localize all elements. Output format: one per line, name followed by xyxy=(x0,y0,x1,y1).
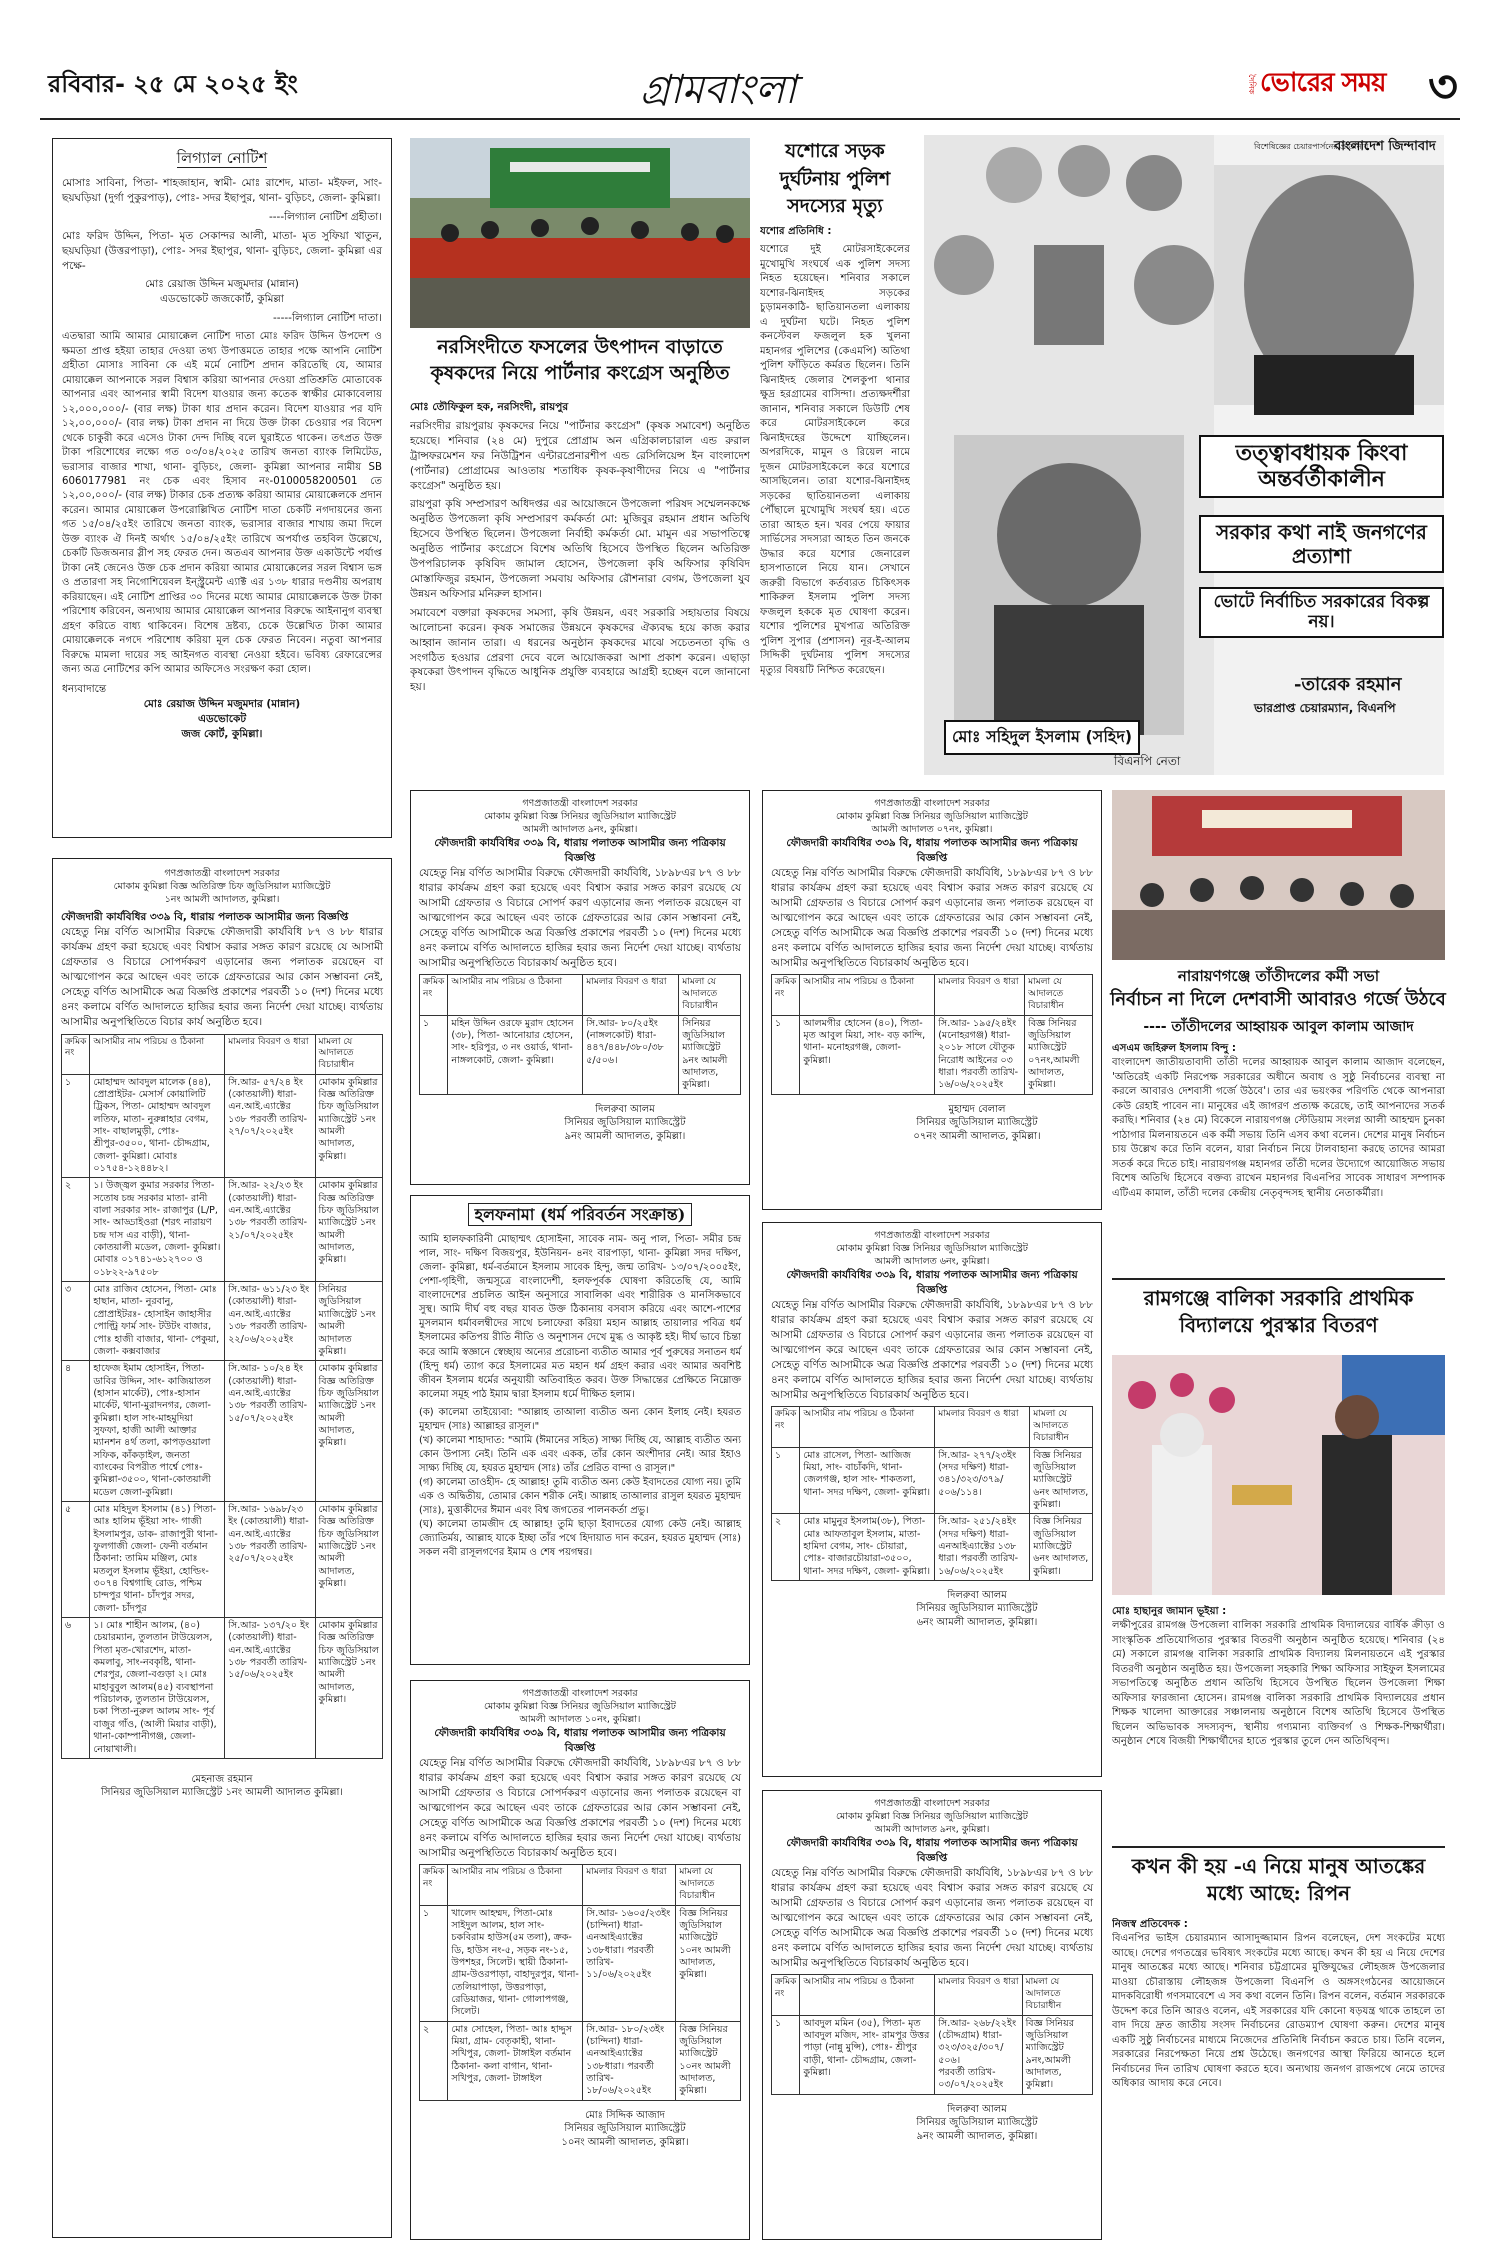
affidavit-kalima: (ক) কালেমা তাইয়্যেবা: "আল্লাহ তাআলা ব্যতীত অন্য কোন ইলাহ নেই। হযরত মুহাম্মদ (সাঃ) আল্লাহর রাসূল।" (খ) কালেমা শাহাদাত: "আমি (ঈমানের সহিত) সাক্ষ্য দিচ্ছি যে, আল্লাহ ব্যতীত অন্য কোন উপাস্য নেই। তিনি এক এবং একক, তাঁর কোন অংশীদার নেই। আর ইহাও সাক্ষ্য দিচ্ছি যে, হযরত মুহাম্মদ (সাঃ) তাঁর প্রেরিত বান্দা ও রাসূল।" (গ) কালেমা তাওহীদ- হে আল্লাহ! তুমি ব্যতীত অন্য কেউ ইবাদতের যোগ্য নয়। তুমি এক ও অদ্বিতীয়, তোমার কোন শরীক নেই। আল্লাহ তাআলার রাসুল হযরত মুহাম্মদ (সাঃ), মুত্তাকীদের ঈমান এবং বিশ্ব জগতের পালনকর্তা প্রভু। (ঘ) কালেমা তামজীদ হে আল্লাহ! তুমি ছাড়া ইবাদতের যোগ্য কেউ নেই। আল্লাহ জ্যোতির্ময়, আল্লাহ যাকে ইচ্ছা তাঁর পথে হিদায়াত দান করেন, হযরত মুহাম্মদ (সাঃ) সকল নবী রাসূলগণের ইমাম ও শেষ পয়গম্বর। xyxy=(419,1406,741,1559)
ripon-article xyxy=(1112,1918,1445,2238)
narayanganj-body: বাংলাদেশ জাতীয়তাবাদী তাঁতী দলের আহ্বায়ক আবুল কালাম আজাদ বলেছেন, 'অতিরেই একটি নিরপেক্ষ সরকারের অধীনে অবাধ ও সুষ্ঠু নির্বাচনের ব্যবস্থা না করলে আবারও দেশবাসী গর্জে উঠবে'। তার এর ভয়ংকর পরিণতি থেকে আপনারা কেউ রেহাই পাবেন না। মানুষের এই জাগরণ প্রত্যক্ষ করেছে, তাই আপনাদের সতর্ক করছি। শনিবার (২৪ মে) বিকেলে নারায়ণগঞ্জ স্টেডিয়াম সংলগ্ন আলী আহম্মদ চুনকা পাঠাগার মিলনায়তনে এক কর্মী সভায় তিনি এসব কথা বলেন। দেশের মানুষ নির্বাচন চায় উল্লেখ করে তিনি বলেন, যারা নির্বাচন নিয়ে টালবাহানা করছে তাদের আমরা সতর্ক করে দিতে চাই। নারায়ণগঞ্জ মহানগর তাঁতী দলের উদ্যোগে আয়োজিত সভায় বিশেষ অতিথি হিসেবে বক্তব্য রাখেন মহানগর বিএনপির সাবেক সাধারণ সম্পাদক এটিএম কামাল, তাঁতী দলের কেন্দ্রীয় নেতৃবৃন্দসহ স্থানীয় নেতাকর্মীরা। xyxy=(1112,1057,1445,1199)
table-header-cell: মামলা যে আদালতে বিচারাধীন xyxy=(1022,1975,1092,2015)
warrant-6-court: মোকাম কুমিল্লা বিজ্ঞ সিনিয়র জুডিসিয়াল ম্যাজিস্ট্রেট xyxy=(836,1811,1028,1823)
table-cell: বিজ্ঞ সিনিয়র জুডিসিয়াল ম্যাজিস্ট্রেট ১০নং আমলী আদালত, কুমিল্লা। xyxy=(676,2021,741,2100)
table-cell: সি.আর- ১০/২৪ ইং (কোতয়ালী) ধারা- এন.আই.এ্যাক্টের ১৩৮ পরবর্তী তারিখ- ১৫/০৭/২০২৫ইং xyxy=(225,1361,315,1502)
legal-notice-sender-label: -----লিগ্যাল নোটিশ দাতা। xyxy=(273,312,382,325)
table-cell: মোঃ মহিদুল ইসলাম (৪১) পিতা- আঃ হালিম ভূঁইয়া সাং- গাজী ইসলামপুর, ডাক- রাজাপুরী থানা- ফুলগাজী জেলা- ফেনী বর্তমান ঠিকানা: তামিম মঞ্জিল, মোঃ মতলুল ইসলাম ভূঁইয়া, হোল্ডিং- ৩০৭৪ বিশ্বগাছি রোড, পশ্চিম চান্দপুর থানা- চাঁদপুর সদর, জেলা- চাঁদপুর xyxy=(90,1501,225,1617)
warrant-4-table xyxy=(771,974,1093,1094)
table-row xyxy=(62,1501,383,1617)
table-header-cell: আসামীর নাম পরিচয় ও ঠিকানা xyxy=(448,1865,583,1905)
warrant-5-gov: গণপ্রজাতন্ত্রী বাংলাদেশ সরকার xyxy=(874,1230,990,1241)
warrant-5-table xyxy=(771,1406,1093,1581)
warrant-3-table xyxy=(419,1864,741,2100)
table-header-cell: মামলা যে আদালতে বিচারাধীন xyxy=(315,1034,382,1074)
table-header-row xyxy=(772,1975,1093,2015)
table-header-cell: ক্রমিক নং xyxy=(62,1034,90,1074)
table-cell: সি.আর- ৫৭/২৪ ইং (কোতয়ালী) ধারা- এন.আই.এ্যাক্টের ১৩৮ পরবর্তী তারিখ- ২৭/০৭/২০২৫ইং xyxy=(225,1074,315,1178)
table-row xyxy=(420,2021,741,2100)
warrant-4-court2: আমলী আদালত ০৭নং, কুমিল্লা। xyxy=(871,824,993,836)
paper-logo-tag: দৈনিক xyxy=(1247,73,1256,95)
campaign-ad-person-name: মোঃ সহিদুল ইসলাম (সহিদ) xyxy=(944,720,1140,755)
farmers-headline: নরসিংদীতে ফসলের উৎপাদন বাড়াতে কৃষকদের নিয়ে পার্টনার কংগ্রেস অনুষ্ঠিত xyxy=(430,336,730,384)
warrant-notice-2 xyxy=(410,790,750,1185)
narayanganj-byline: এসএম জহিরুল ইসলাম বিন্দু : xyxy=(1112,1043,1236,1054)
table-cell: হাফেজ ইমাম হোসাইন, পিতা- ডাবির উদ্দিন, সাং- কাজিয়াতল (হাসান মার্কেট), পোঃ-হাসান মার্কেট, থানা-মুরাদনগর, জেলা-কুমিল্লা। হাল সাং-মাহমুদিয়া সুফফা, হাজী আলী আক্তার ম্যানশন ৪র্থ তলা, কাপড়ওয়ালা সফিক, কাঁকড়াইল, জনতা ব্যাংকের বিপরীত পার্শ্বে পোঃ-কুমিল্লা-৩৫০০, থানা-কোতয়ালী মডেল জেলা-কুমিল্লা। xyxy=(90,1361,225,1502)
table-cell: সি.আর- ২৫১/২৪ইং (সদর দক্ষিণ) ধারা- এনআইএ্যাক্টের ১৩৮ ধারা। পরবর্তী তারিখ- ১৬/০৬/২০২৫ইং xyxy=(935,1514,1030,1581)
table-header-cell: ক্রমিক নং xyxy=(420,975,448,1015)
campaign-ad-line-2: সরকার কথা নাই জনগণের প্রত্যাশা xyxy=(1199,515,1444,573)
ripon-body: বিএনপির ভাইস চেয়ারম্যান আসাদুজ্জামান রিপন বলেছেন, দেশ সংকটের মধ্যে আছে। দেশের গণতন্ত্রের ভবিষ্যৎ সংকটের মধ্যে আছে। কখন কী হয় এ নিয়ে দেশের মানুষ আতঙ্কের মধ্যে আছে। শনিবার চট্টগ্রামের মুক্তিযুদ্ধের লৌহজঙ্গ উপজেলার মাওয়া চৌরাস্তায় লৌহজঙ্গ উপজেলা বিএনপি ও অঙ্গসংগঠনের আয়োজনে মাদকবিরোধী গণসমাবেশে এ সব কথা বলেন তিনি। রিপন বলেন, বর্তমান সরকারকে উদ্দেশ করে তিনি আরও বলেন, এই সরকারের যদি কোনো ষড়যন্ত্র থাকে তাহলে তা বাদ দিয়ে দ্রুত জাতীয় সংসদ নির্বাচনের রোডম্যাপ ঘোষণা করুন। দেশের মানুষ একটি সুষ্ঠু নির্বাচনের মাধ্যমে নিজেদের প্রতিনিধি নির্বাচন করতে চায়। তিনি বলেন, সরকারের নিরপেক্ষতা নিয়ে প্রশ্ন উঠেছে। জনগণের আস্থা ফিরিয়ে আনতে হলে নির্বাচনের দিন তারিখ ঘোষণা করতে হবে। অন্যথায় জনগণ রাজপথে নেমে তাদের অধিকার আদায় করে নেবে। xyxy=(1112,1933,1445,2090)
table-cell: ১। মোঃ শাহীন আলম, (৪০) চেয়ারম্যান, তুলতান টাউয়েলস, পিতা মৃত-খোরশেদ, মাতা-কমলাবু, সাং-নবকৃষ্টি, থানা-শেরপুর, জেলা-বগুড়া ২। মোঃ মাহাবুবুল আলম(৪৫) ব্যবস্থাপনা পরিচালক, তুলতান টাউয়েলস, চকা পিতা-নুরুল আলম সাং- পূর্ব বাজুর গাঁও, (আলী মিয়ার বাড়ী), থানা-কোম্পানীগঞ্জ, জেলা-নোয়াখালী। xyxy=(90,1618,225,1759)
warrant-notice-1 xyxy=(52,858,392,2238)
table-row xyxy=(420,1905,741,2021)
warrant-4-gov: গণপ্রজাতন্ত্রী বাংলাদেশ সরকার xyxy=(874,798,990,809)
table-cell: সি.আর- ৬১১/২৩ ইং (কোতয়ালী) ধারা- এন.আই.এ্যাক্টের ১৩৮ পরবর্তী তারিখ- ২২/০৬/২০২৫ইং xyxy=(225,1282,315,1361)
table-cell: সি.আর- ৮০/২৫ইং (নাঙ্গলকোট) ধারা- ৪৪৭/৪৪৮/৩৮০/৩৮ ৫/৫০৬। xyxy=(583,1015,679,1094)
farmers-body-3: সমাবেশে বক্তারা কৃষকদের সমস্যা, কৃষি উন্নয়ন, এবং সরকারি সহায়তার বিষয়ে আলোচনা করেন। কৃষক সমাজের উন্নয়নে কৃষকদের ঐক্যবদ্ধ হয়ে কাজ করার আহ্বান জানান তারা। এ ধরনের অনুষ্ঠান কৃষকদের মাঝে সচেতনতা বৃদ্ধি ও সংগঠিত হওয়ার প্রেরণা দেবে বলে আয়োজকরা আশা প্রকাশ করেন। এছাড়া কৃষকেরা উৎপাদন বৃদ্ধিতে আধুনিক প্রযুক্তি ব্যবহারে আগ্রহী হচ্ছেন বলে জানানো হয়। xyxy=(410,606,750,694)
table-row xyxy=(62,1361,383,1502)
warrant-2-body: যেহেতু নিম্ন বর্ণিত আসামীর বিরুদ্ধে ফৌজদারী কার্যবিধি, ১৮৯৮এর ৮৭ ও ৮৮ ধারার কার্যক্রম গ্রহণ করা হয়েছে এবং বিশ্বাস করার সঙ্গত কারণ রয়েছে যে আসামী গ্রেফতার ও বিচারে সোপর্দ করণ এড়ানোর জন্য পলাতক রয়েছেন বা আত্মগোপন করে আছেন এবং তাকে গ্রেফতারের আর কোন সম্ভাবনা নেই, সেহেতু বর্ণিত আসামীকে অত্র বিজ্ঞপ্তি প্রকাশের পরবর্তী ১০ (দশ) দিনের মধ্যে ৪নং কলামে বর্ণিত আদালতে হাজির হবার জন্য নির্দেশ দেয়া যাচ্ছে। ব্যর্থতায় আসামীর অনুপস্থিতিতে বিচারকার্য অনুষ্ঠিত হবে। xyxy=(419,867,741,969)
school-headline: রামগঞ্জে বালিকা সরকারি প্রাথমিক বিদ্যালয়ে পুরস্কার বিতরণ xyxy=(1143,1286,1414,1337)
warrant-3-signature: মোঃ সিদ্দিক আজাদ সিনিয়র জুডিসিয়াল ম্যাজিস্ট্রেট ১০নং আমলী আদালত, কুমিল্লা। xyxy=(561,2109,689,2148)
table-header-row xyxy=(420,975,741,1015)
table-header-cell: মামলা যে আদালতে বিচারাধীন xyxy=(1030,1407,1093,1447)
affidavit xyxy=(410,1195,750,1665)
table-header-cell: ক্রমিক নং xyxy=(772,1975,800,2015)
table-row xyxy=(62,1618,383,1759)
table-row xyxy=(772,2015,1093,2094)
warrant-notice-4 xyxy=(762,790,1102,1210)
campaign-ad-line-1: তত্ত্বাবধায়ক কিংবা অন্তর্বর্তীকালীন xyxy=(1199,435,1444,498)
table-cell: আলমগীর হোসেন (৪০), পিতা- মৃত আবুল মিয়া, সাং- বড় কান্দি, থানা- মনোহরগঞ্জ, জেলা- কুমিল্লা। xyxy=(800,1015,935,1094)
table-cell: ৩ xyxy=(62,1282,90,1361)
table-row xyxy=(772,1015,1093,1094)
legal-notice xyxy=(52,138,392,838)
table-row xyxy=(62,1282,383,1361)
warrant-1-gov: গণপ্রজাতন্ত্রী বাংলাদেশ সরকার xyxy=(164,868,280,879)
warrant-1-heading: ফৌজদারী কার্যবিধির ৩৩৯ বি, ধারায় পলাতক আসামীর জন্য বিজ্ঞপ্তি xyxy=(61,911,349,924)
table-cell: বিজ্ঞ সিনিয়র জুডিসিয়াল ম্যাজিস্ট্রেট ৬নং আদালত, কুমিল্লা। xyxy=(1030,1514,1093,1581)
table-cell: ২ xyxy=(772,1514,800,1581)
table-cell: ৫ xyxy=(62,1501,90,1617)
table-cell: ৪ xyxy=(62,1361,90,1502)
campaign-ad xyxy=(924,135,1444,775)
warrant-5-body: যেহেতু নিম্ন বর্ণিত আসামীর বিরুদ্ধে ফৌজদারী কার্যবিধি, ১৮৯৮এর ৮৭ ও ৮৮ ধারার কার্যক্রম গ্রহণ করা হয়েছে এবং বিশ্বাস করার সঙ্গত কারণ রয়েছে যে আসামী গ্রেফতার ও বিচারে সোপর্দ করণ এড়ানোর জন্য পলাতক রয়েছেন বা আত্মগোপন করে আছেন এবং তাকে গ্রেফতারের আর কোন সম্ভাবনা নেই, সেহেতু বর্ণিত আসামীকে অত্র বিজ্ঞপ্তি প্রকাশের পরবর্তী ১০ (দশ) দিনের মধ্যে ৪নং কলামে বর্ণিত আদালতে হাজির হবার জন্য নির্দেশ দেয়া যাচ্ছে। ব্যর্থতায় আসামীর অনুপস্থিতিতে বিচারকার্য অনুষ্ঠিত হবে। xyxy=(771,1299,1093,1401)
table-header-cell: মামলার বিবরণ ও ধারা xyxy=(225,1034,315,1074)
warrant-2-gov: গণপ্রজাতন্ত্রী বাংলাদেশ সরকার xyxy=(522,798,638,809)
table-header-cell: মামলা যে আদালতে বিচারাধীন xyxy=(679,975,741,1015)
table-header-cell: ক্রমিক নং xyxy=(772,1407,800,1447)
warrant-4-court: মোকাম কুমিল্লা বিজ্ঞ সিনিয়র জুডিসিয়াল ম্যাজিস্ট্রেট xyxy=(836,811,1028,823)
police-byline: যশোর প্রতিনিধি : xyxy=(760,226,832,237)
farmers-article xyxy=(410,400,750,770)
section-title: গ্রামবাংলা xyxy=(640,67,797,113)
table-cell: সিনিয়র জুডিসিয়াল ম্যাজিস্ট্রেট ৯নং আমলী আদালত, কুমিল্লা। xyxy=(679,1015,741,1094)
warrant-2-court: মোকাম কুমিল্লা বিজ্ঞ সিনিয়র জুডিসিয়াল ম্যাজিস্ট্রেট xyxy=(484,811,676,823)
table-cell: সি.আর- ১৩৭/২০ ইং (কোতয়ালী) ধারা- এন.আই.এ্যাক্টের ১৩৮ পরবর্তী তারিখ- ১৫/০৬/২০২৫ইং xyxy=(225,1618,315,1759)
narayanganj-kicker: নারায়ণগঞ্জে তাঁতীদলের কর্মী সভা xyxy=(1177,967,1380,985)
table-header-row xyxy=(420,1865,741,1905)
table-cell: সি.আর- ১৮০/২৩ইং (চান্দিনা) ধারা- এনআইএ্যাক্টের ১৩৮ধারা। পরবর্তী তারিখ- ১৮/০৬/২০২৫ইং xyxy=(583,2021,676,2100)
farmers-congress-illustration xyxy=(410,138,750,328)
table-cell: মোকাম কুমিল্লার বিজ্ঞ অতিরিক্ত চিফ জুডিসিয়াল ম্যাজিস্ট্রেট ১নং আমলী আদালত, কুমিল্লা। xyxy=(315,1618,382,1759)
campaign-ad-quote-role: ভারপ্রাপ্ত চেয়ারম্যান, বিএনপি xyxy=(1254,701,1396,715)
warrant-2-court2: আমলী আদালত ৯নং, কুমিল্লা। xyxy=(522,824,638,836)
table-header-cell: মামলার বিবরণ ও ধারা xyxy=(583,1865,676,1905)
warrant-3-gov: গণপ্রজাতন্ত্রী বাংলাদেশ সরকার xyxy=(522,1688,638,1699)
table-header-cell: মামলার বিবরণ ও ধারা xyxy=(583,975,679,1015)
table-row xyxy=(772,1514,1093,1581)
police-headline: যশোরে সড়ক দুর্ঘটনায় পুলিশ সদস্যের মৃত্যু xyxy=(779,140,891,218)
table-header-cell: আসামীর নাম পরিচয় ও ঠিকানা xyxy=(448,975,583,1015)
table-header-cell: মামলা যে আদালতে বিচারাধীন xyxy=(1025,975,1093,1015)
header-rule xyxy=(40,118,1460,120)
table-cell: ১ xyxy=(420,1015,448,1094)
school-body: লক্ষীপুরের রামগঞ্জ উপজেলা বালিকা সরকারি প্রাথমিক বিদ্যালয়ের বার্ষিক ক্রীড়া ও সাংস্কৃতিক প্রতিযোগিতার পুরস্কার বিতরণী অনুষ্ঠান অনুষ্ঠিত হয়েছে। শনিবার (২৪ মে) সকালে রামগঞ্জ বালিকা সরকারি প্রাথমিক বিদ্যালয় মিলনায়তনে এই পুরস্কার বিতরণী অনুষ্ঠান অনুষ্ঠিত হয়। উপজেলা সহকারি শিক্ষা অফিসার সাইফুল ইসলামের সভাপতিত্বে অনুষ্ঠিত প্রধান অতিথি হিসেবে উপস্থিত ছিলেন উপজেলা শিক্ষা অফিসার ফারজানা হোসেন। রামগঞ্জ বালিকা সরকারি প্রাথমিক বিদ্যালয়ের প্রধান শিক্ষক খালেদা আক্তারের সঞ্চালনায় অনুষ্ঠানে বিশেষ অতিথি হিসেবে উপস্থিত ছিলেন অভিভাবক সদস্যবৃন্দ, স্থানীয় গণ্যমান্য ব্যক্তিবর্গ ও শিক্ষক-শিক্ষার্থীরা। অনুষ্ঠান শেষে বিজয়ী শিক্ষার্থীদের হাতে পুরস্কার তুলে দেন অতিথিবৃন্দ। xyxy=(1112,1620,1445,1748)
table-header-row xyxy=(772,1407,1093,1447)
table-header-cell: মামলা যে আদালতে বিচারাধীন xyxy=(676,1865,741,1905)
ripon-byline: নিজস্ব প্রতিবেদক : xyxy=(1112,1919,1188,1930)
table-header-cell: আসামীর নাম পরিচয় ও ঠিকানা xyxy=(800,1407,935,1447)
school-rule xyxy=(1112,1278,1445,1280)
table-cell: ২ xyxy=(62,1178,90,1282)
warrant-notice-5 xyxy=(762,1222,1102,1777)
table-cell: বিজ্ঞ সিনিয়র জুডিসিয়াল ম্যাজিস্ট্রেট ১০নং আমলী আদালত, কুমিল্লা। xyxy=(676,1905,741,2021)
warrant-3-heading: ফৌজদারী কার্যবিধির ৩৩৯ বি, ধারায় পলাতক আসামীর জন্য পত্রিকায় বিজ্ঞপ্তি xyxy=(434,1727,726,1755)
table-header-row xyxy=(62,1034,383,1074)
table-cell: মোঃ মামুনুর ইসলাম(৩৮), পিতা- মোঃ আফতাবুল ইসলাম, মাতা- হামিদা বেগম, সাং- চৌয়ারা, পোঃ- বাজারচৌয়ারা-৩৫০০, থানা- সদর দক্ষিণ, জেলা- কুমিল্লা। xyxy=(800,1514,935,1581)
warrant-6-heading: ফৌজদারী কার্যবিধির ৩৩৯ বি, ধারায় পলাতক আসামীর জন্য পত্রিকায় বিজ্ঞপ্তি xyxy=(786,1837,1078,1865)
table-cell: ১ xyxy=(772,1015,800,1094)
legal-notice-from: মোঃ ফরিদ উদ্দিন, পিতা- মৃত সেকান্দর আলী, মাতা- মৃত সুফিয়া খাতুন, ছয়ঘড়িয়া (উত্তরপাড়া), পোঃ- সদর ইছাপুর, থানা- বুড়িচং, জেলা- কুমিল্লা এর পক্ষে- xyxy=(62,229,382,272)
narayanganj-subhead: ---- তাঁতীদলের আহ্বায়ক আবুল কালাম আজাদ xyxy=(1143,1019,1414,1035)
table-cell: বিজ্ঞ সিনিয়র জুডিসিয়াল ম্যাজিস্ট্রেট ০৭নং,আমলী আদালত, কুমিল্লা। xyxy=(1025,1015,1093,1094)
warrant-5-court2: আমলী আদালত ৬নং, কুমিল্লা। xyxy=(874,1256,990,1268)
narayanganj-headline: নির্বাচন না দিলে দেশবাসী আবারও গর্জে উঠবে xyxy=(1110,989,1446,1010)
warrant-3-body: যেহেতু নিম্ন বর্ণিত আসামীর বিরুদ্ধে ফৌজদারী কার্যবিধি, ১৮৯৮এর ৮৭ ও ৮৮ ধারার কার্যক্রম গ্রহণ করা হয়েছে এবং বিশ্বাস করার সঙ্গত কারণ রয়েছে যে আসামী গ্রেফতার ও বিচারে সোপর্দকরণ এড়ানোর জন্য পলাতক রয়েছেন বা আত্মগোপন করে আছেন এবং তাকে গ্রেফতারের আর কোন সম্ভাবনা নেই, সেহেতু বর্ণিত আসামীকে অত্র বিজ্ঞপ্তি প্রকাশের পরবর্তী ১০ (দশ) দিনের মধ্যে ৪নং কলামে বর্ণিত আদালতে হাজির হবার জন্য নির্দেশ দেয়া যাচ্ছে। ব্যর্থতায় আসামীর অনুপস্থিতিতে বিচারকার্য অনুষ্ঠিত হবে। xyxy=(419,1757,741,1859)
legal-notice-to: মোসাঃ সাবিনা, পিতা- শাহজাহান, স্বামী- মোঃ রাশেদ, মাতা- মইফল, সাং- ছয়ঘড়িয়া (দুর্গা পুকুরপাড়), পোঃ- সদর ইছাপুর, থানা- বুড়িচং, জেলা- কুমিল্লা। xyxy=(62,177,382,204)
table-cell: মোকাম কুমিল্লার বিজ্ঞ অতিরিক্ত চিফ জুডিসিয়াল ম্যাজিস্ট্রেট ১নং আমলী আদালত, কুমিল্লা। xyxy=(315,1074,382,1178)
table-cell: মোহাম্মদ আবদুল মালেক (৪৪), প্রোপ্রাইটর- মেসার্স কোয়ালিটি ট্রিকস, পিতা- মোহাম্মদ আবদুল লতিফ, মাতা- নুরুন্নাহার বেগম, সাং- বাছালমুড়ী, পোঃ- শ্রীপুর-৩৫০০, থানা- চৌদ্দগ্রাম, জেলা- কুমিল্লা। মোবাঃ ০১৭৫৪-১২৪৪৮২। xyxy=(90,1074,225,1178)
campaign-ad-top-tag: বিশেষিজ্ঞের চেয়ারপার্সনের প্রতিনিধি xyxy=(1254,142,1369,151)
table-header-cell: ক্রমিক নং xyxy=(772,975,800,1015)
warrant-notice-3 xyxy=(410,1680,750,2240)
table-cell: ১ xyxy=(62,1074,90,1178)
legal-notice-title: লিগ্যাল নোটিশ xyxy=(176,149,268,167)
campaign-ad-person-role: বিএনপি নেতা xyxy=(1114,754,1181,768)
table-row xyxy=(62,1178,383,1282)
warrant-1-court2: ১নং আমলী আদালত, কুমিল্লা। xyxy=(164,894,280,906)
warrant-6-court2: আমলী আদালত ৯নং, কুমিল্লা। xyxy=(874,1824,990,1836)
affidavit-body: আমি হালফকারিনী মোছাম্মৎ হোসাইনা, সাবেক নাম- অনু পাল, পিতা- সমীর চন্দ্র পাল, সাং- দক্ষিণ বিজয়পুর, ইউনিয়ন- ৪নং বারপাড়া, থানা- কুমিল্লা সদর দক্ষিণ, জেলা- কুমিল্লা, ধর্ম-বর্তমানে ইসলাম সাবেক হিন্দু, জন্ম তারিখ- ১৩/০৭/২০০৫ইং, পেশা-গৃহিণী, জন্মসূত্রে বাংলাদেশী, হলফপূর্বক ঘোষণা করিতেছি যে, আমি বাংলাদেশের প্রচলিত আইন অনুসারে সাবালিকা এবং শারীরিক ও মানসিকভাবে সুস্থ। আমি দীর্ঘ বহু বছর যাবত উক্ত ঠিকানায় বসবাস করিয়ে এবং আশে-পাশের মুসলমান ধর্মাবলম্বীদের সাথে চলাফেরা করিয়া মহান আল্লাহ তায়ালার পবিত্র ধর্ম ইসলামের কতিপয় রীতি নীতি ও অনুশাসন দেখে মুগ্ধ ও আকৃষ্ট হই। দীর্ঘ ভাবে চিন্তা করে আমি স্বজ্ঞানে স্বেচ্ছায় অন্যের প্ররোচনা ব্যতীত আমার পূর্ব পুরুষের সনাতন ধর্ম (হিন্দু ধর্ম) ত্যাগ করে ইসলামের মত মহান ধর্ম গ্রহণ করার এবং আমার অবশিষ্ট জীবন ইসলাম ধর্মের অনুযায়ী অতিবাহিত করব। উক্ত সিদ্ধান্তের প্রেক্ষিতে নিম্নোক্ত কালেমা সমূহ পাঠ ইমাম দ্বারা ইসলাম ধর্মে দীক্ষিত হলাম। xyxy=(419,1234,741,1400)
table-cell: ১ xyxy=(772,1447,800,1514)
table-cell: ১ xyxy=(420,1905,448,2021)
ripon-headline: কখন কী হয় -এ নিয়ে মানুষ আতঙ্কের মধ্যে আছে: রিপন xyxy=(1131,1854,1426,1905)
table-cell: আবদুল মমিন (৩৫), পিতা- মৃত আবদুল মজিদ, সাং- রামপুর উত্তর পাড়া (নান্নু মুন্সি), পোঃ- শ্রীপুর বাড়ী, থানা- চৌদ্দগ্রাম, জেলা- কুমিল্লা। xyxy=(800,2015,935,2094)
school-byline: মোঃ হাছানুর জামান ভূইয়া : xyxy=(1112,1606,1227,1617)
affidavit-title: হলফনামা (ধর্ম পরিবর্তন সংক্রান্ত) xyxy=(468,1203,693,1226)
warrant-2-heading: ফৌজদারী কার্যবিধির ৩৩৯ বি, ধারায় পলাতক আসামীর জন্য পত্রিকায় বিজ্ঞপ্তি xyxy=(434,837,726,865)
warrant-3-court: মোকাম কুমিল্লা বিজ্ঞ সিনিয়র জুডিসিয়াল ম্যাজিস্ট্রেট xyxy=(484,1701,676,1713)
table-cell: সি.আর- ১৬৯৮/২৩ ইং (কোতয়ালী) ধারা- এন.আই.এ্যাক্টের ১৩৮ পরবর্তী তারিখ- ২৫/০৭/২০২৫ইং xyxy=(225,1501,315,1617)
table-cell: বিজ্ঞ সিনিয়র জুডিসিয়াল ম্যাজিস্ট্রেট ৯নং,আমলী আদালত, কুমিল্লা। xyxy=(1022,2015,1092,2094)
farmers-body-2: রায়পুরা কৃষি সম্প্রসারণ অধিদপ্তর এর আয়োজনে উপজেলা পরিষদ সম্মেলনকক্ষে অনুষ্ঠিত উপজেলা কৃষি সম্প্রসারণ কর্মকর্তা মো: মুজিবুর রহমান প্রধান অতিথি হিসেবে উপস্থিত ছিলেন। উপজেলা নির্বাহী কর্মকর্তা মো. মামুন এর সভাপতিত্বে অনুষ্ঠিত পার্টনার কংগ্রেসে বিশেষ অতিথি হিসেবে উপস্থিত ছিলেন অতিরিক্ত উপপরিচালক কৃষিবিদ জামাল হোসেন, উপজেলা কৃষি অফিসার কৃষিবিদ মোস্তাফিজুর রহমান, উপজেলা সমবায় অফিসার রৌশনারা বেগম, উপজেলা যুব উন্নয়ন অফিসার মনিরুল হাসান। xyxy=(410,498,750,600)
warrant-1-table xyxy=(61,1034,383,1759)
warrant-4-heading: ফৌজদারী কার্যবিধির ৩৩৯ বি, ধারায় পলাতক আসামীর জন্য পত্রিকায় বিজ্ঞপ্তি xyxy=(786,837,1078,865)
table-row xyxy=(62,1074,383,1178)
warrant-1-court: মোকাম কুমিল্লা বিজ্ঞ অতিরিক্ত চিফ জুডিসিয়াল ম্যাজিস্ট্রেট xyxy=(113,881,331,893)
table-row xyxy=(420,1015,741,1094)
warrant-1-body: যেহেতু নিম্ন বর্ণিত আসামীর বিরুদ্ধে ফৌজদারী কার্যবিধি ৮৭ ও ৮৮ ধারার কার্যক্রম গ্রহণ করা হয়েছে এবং বিশ্বাস করার সঙ্গত কারণ রয়েছে যে আসামী গ্রেফতার ও বিচারে সোপর্দকরণ এড়ানোর জন্য পলাতক রয়েছেন বা আত্মগোপন করে আছেন এবং তাকে গ্রেফতারের আর কোন সম্ভাবনা নেই, সেহেতু বর্ণিত আসামীকে অত্র বিজ্ঞপ্তি প্রকাশের পরবর্তী ১০ (দশ) দিনের মধ্যে ৪নং কলামে বর্ণিত আদালতে হাজির হবার জন্য নির্দেশ দেয়া যাচ্ছে। ব্যর্থতায় আসামীর অনুপস্থিতিতে বিচার কার্য অনুষ্ঠিত হবে। xyxy=(61,926,383,1028)
narayanganj-article xyxy=(1112,1042,1445,1272)
warrant-6-table xyxy=(771,1974,1093,2094)
legal-notice-body: এতদ্বারা আমি আমার মোয়াক্কেল নোটিশ দাতা মোঃ ফরিদ উদ্দিন উপদেশ ও ক্ষমতা প্রাপ্ত হইয়া তাহার দেওয়া তথ্য উপাত্তমতে তাহার পক্ষে আপনি নোটিশ গ্রহীতা মোসাঃ সাবিনা কে এই মর্মে নোটিশ প্রদান করিতেছি যে, আমার মোয়াক্কেল আপনাকে সরল বিশ্বাস করিয়া আপনার দেওয়া প্রতিশ্রুতি মোতাবেক আপনার এবং আপনার স্বামী বিদেশ যাওয়ার জন্য কতেক স্বাক্ষীর মোকাবেলায় ১২,০০০,০০০/- (বার লক্ষ) টাকা ধার প্রদান করেন। বিদেশ যাওয়ার পর যদি ১২,০০,০০০/- (বার লক্ষ) টাকা প্রদান না দিয়ে উক্ত টাকা চেওয়ার পর বিদেশ থেকে চাকুরী করে এসেও টাকা দেন্দ দিচ্ছি বলে ঘুরাইতে থাকেন। তৎপ্রত উক্ত টাকা পরিশোধের লক্ষ্যে গত ০৩/০৪/২০২৫ তারিখ জনতা ব্যাংক লিমিটেড, ভরাসার বাজার শাখা, থানা- বুড়িচং, জেলা- কুমিল্লা আপনার নামীয় SB 6060177981 নং চেক এবং হিসাব নং-0100058200501 তে ১২,০০,০০০/- (বার লক্ষ) টাকার চেক প্রত্যক্ষ করিয়া আমার মোয়াক্কেলকে প্রদান করেন। আমার মোয়াক্কেল উপরোল্লিখিত নোটিশ দাতা চেকটি নগদায়নের জন্য গত ১৫/০৪/২৫ইং তারিখে জনতা ব্যাংক, ভরাসার বাজার শাখায় জমা দিলে উক্ত ব্যাংক ঐ দিনই অর্থাৎ ১৫/০৪/২৫ইং তারিখে অপর্যাপ্ত তহবিল উল্লেখে, চেকটি ডিজঅনার স্লীপ সহ ফেরত দেন। অতএব আপনার উক্ত একাউন্টে পর্যাপ্ত টাকা নেই জেনেও উক্ত চেক প্রদান করিয়া আমার মোয়াক্কেলের সরল বিশ্বাস ভঙ্গ ও প্রতারণা সহ নিগোশিয়েবল ইন্স্ট্রুমেন্ট এ্যাক্ট এর ১৩৮ ধারার দণ্ডনীয় অপরাধ করিয়াছেন। এই নোটিশ প্রাপ্তির ৩০ দিনের মধ্যে আমার মোয়াক্কেলকে উক্ত টাকা পরিশোধ করিবেন, অন্যথায় আমার মোয়াক্কেল আপনার বিরুদ্ধে আইনানুগ ব্যবস্থা গ্রহণ করিতে বাধ্য থাকিবেন। বিশেষ দ্রষ্টব্য, চেকে উল্লেখিত টাকা আমার মোয়াক্কেলকে নগদে পরিশোধ করিয়া মূল চেক ফেরত নিবেন। নতুবা আপনার বিরুদ্ধে মামলা দায়ের সহ আইনগত ব্যবস্থা নেওয়া হইবে। ভবিষ্য রেফারেন্সের জন্য অত্র নোটিশের কপি আমার অফিসেও সংরক্ষণ করা হোল। xyxy=(62,331,382,676)
farmers-congress-photo xyxy=(410,138,750,328)
table-header-cell: আসামীর নাম পরিচয় ও ঠিকানা xyxy=(800,1975,935,2015)
legal-notice-advocate: মোঃ রেয়াজ উদ্দিন মজুমদার (মান্নান) এডভোকেট জজকোর্ট, কুমিল্লা xyxy=(145,278,299,306)
warrant-3-court2: আমলী আদালত ১০নং, কুমিল্লা। xyxy=(519,1714,641,1726)
narayanganj-photo xyxy=(1112,790,1445,960)
warrant-5-signature: দিলরুবা আলম সিনিয়র জুডিসিয়াল ম্যাজিস্ট্রেট ৬নং আমলী আদালত, কুমিল্লা। xyxy=(916,1589,1038,1628)
table-header-cell: মামলার বিবরণ ও ধারা xyxy=(935,975,1025,1015)
legal-notice-signature: মোঃ রেয়াজ উদ্দিন মজুমদার (মান্নান) এডভোকেট জজ কোর্ট, কুমিল্লা। xyxy=(143,697,301,740)
campaign-ad-quote-by: -তারেক রহমান xyxy=(1294,674,1402,695)
warrant-6-signature: দিলরুবা আলম সিনিয়র জুডিসিয়াল ম্যাজিস্ট্রেট ৯নং আমলী আদালত, কুমিল্লা। xyxy=(916,2103,1038,2142)
table-cell: সি.আর- ১৬০৫/২৩ইং (চান্দিনা) ধারা- এনআইএ্যাক্টের ১৩৮ধারা। পরবর্তী তারিখ- ১১/০৬/২০২৫ইং xyxy=(583,1905,676,2021)
table-cell: মোকাম কুমিল্লার বিজ্ঞ অতিরিক্ত চিফ জুডিসিয়াল ম্যাজিস্ট্রেট ১নং আমলী আদালত, কুমিল্লা। xyxy=(315,1178,382,1282)
school-article xyxy=(1112,1605,1445,1840)
school-photo xyxy=(1112,1355,1445,1595)
table-cell: মোকাম কুমিল্লার বিজ্ঞ অতিরিক্ত চিফ জুডিসিয়াল ম্যাজিস্ট্রেট ১নং আমলী আদালত, কুমিল্লা। xyxy=(315,1361,382,1502)
table-row xyxy=(772,1447,1093,1514)
table-header-cell: মামলার বিবরণ ও ধারা xyxy=(935,1975,1022,2015)
table-cell: সি.আর- ২২/২৩ ইং (কোতয়ালী) ধারা- এন.আই.এ্যাক্টের ১৩৮ পরবর্তী তারিখ- ২১/০৭/২০২৫ইং xyxy=(225,1178,315,1282)
warrant-4-body: যেহেতু নিম্ন বর্ণিত আসামীর বিরুদ্ধে ফৌজদারী কার্যবিধি, ১৮৯৮এর ৮৭ ও ৮৮ ধারার কার্যক্রম গ্রহণ করা হয়েছে এবং বিশ্বাস করার সঙ্গত কারণ রয়েছে যে আসামী গ্রেফতার ও বিচারে সোপর্দ করণ এড়ানোর জন্য পলাতক রয়েছেন বা আত্মগোপন করে আছেন এবং তাকে গ্রেফতারের আর কোন সম্ভাবনা নেই, সেহেতু বর্ণিত আসামীকে অত্র বিজ্ঞপ্তি প্রকাশের পরবর্তী ১০ (দশ) দিনের মধ্যে ৪নং কলামে বর্ণিত আদালতে হাজির হবার জন্য নির্দেশ দেয়া যাচ্ছে। ব্যর্থতায় আসামীর অনুপস্থিতিতে বিচারকার্য অনুষ্ঠিত হবে। xyxy=(771,867,1093,969)
table-cell: খালেদ আহম্মদ, পিতা-মোঃ সাইদুল আলম, হাল সাং- চকবিরাম হাউস(৫ম তলা), ক্রক-ডি, হাউস নং-৫, সড়ক নং-১৫, উপশহর, সিলেট। স্থায়ী ঠিকানা- গ্রাম-উওরপাড়া, বাহাদুরপুর, থানা- তেলিয়াপাড়া, উত্তরপাড়া, রেডিয়াজর, থানা- গোলাপগঞ্জ, সিলেট। xyxy=(448,1905,583,2021)
table-cell: মোঃ রাজিব হোসেন, পিতা- মোঃ হাছান, মাতা- নুরবানু, প্রোপ্রাইটরঃ- হোসাইন জাহাসীর পোল্ট্রি ফার্ম সাং- টউটং বাজার, পোঃ হাজী বাজার, থানা- পেকুয়া, জেলা- কক্সবাজার xyxy=(90,1282,225,1361)
table-cell: সি.আর- ২৬৮/২২ইং (চৌদ্দগ্রাম) ধারা- ৩২৩/৩২৫/৩০৭/ ৫০৬। পরবর্তী তারিখ- ০৩/০৭/২০২৫ইং xyxy=(935,2015,1022,2094)
paper-logo xyxy=(1245,60,1430,108)
police-article xyxy=(760,225,910,775)
farmers-byline: মোঃ তৌফিকুল হক, নরসিংদী, রায়পুর xyxy=(410,401,569,413)
table-cell: মোকাম কুমিল্লার বিজ্ঞ অতিরিক্ত চিফ জুডিসিয়াল ম্যাজিস্ট্রেট ১নং আমলী আদালত, কুমিল্লা। xyxy=(315,1501,382,1617)
table-header-cell: আসামীর নাম পরিচয় ও ঠিকানা xyxy=(800,975,935,1015)
paper-logo-name: ভোরের সময় xyxy=(1260,68,1386,98)
table-cell: সিনিয়র জুডিসিয়াল ম্যাজিস্ট্রেট ১নং আমলী আদালত কুমিল্লা। xyxy=(315,1282,382,1361)
table-cell: ১ xyxy=(772,2015,800,2094)
table-header-cell: আসামীর নাম পরিচয় ও ঠিকানা xyxy=(90,1034,225,1074)
ripon-rule xyxy=(1112,1846,1445,1848)
warrant-notice-6 xyxy=(762,1790,1102,2240)
campaign-ad-line-3: ভোটে নির্বাচিত সরকারের বিকল্প নয়। xyxy=(1199,587,1444,638)
farmers-body-1: নরসিংদীর রায়পুরায় কৃষকদের নিয়ে "পার্টনার কংগ্রেস" (কৃষক সমাবেশ) অনুষ্ঠিত হয়েছে। শনিবার (২৪ মে) দুপুরে প্রোগ্রাম অন এগ্রিকালচারাল এন্ড রুরাল ট্রান্সফরমেশন ফর নিউট্রিশন এন্টারপ্রেনারশীপ এন্ড রেসিলিয়েন্স ইন বাংলাদেশ (পার্টনার) প্রোগ্রামের আওতায় শতাধিক কৃষক-কৃষাণীদের নিয়ে এ "পার্টনার কংগ্রেস" অনুষ্ঠিত হয়। xyxy=(410,419,750,492)
table-header-cell: মামলার বিবরণ ও ধারা xyxy=(935,1407,1030,1447)
campaign-ad-slogan: বাংলাদেশ জিন্দাবাদ xyxy=(1334,139,1436,154)
warrant-2-table xyxy=(419,974,741,1094)
table-cell: ২ xyxy=(420,2021,448,2100)
warrant-5-court: মোকাম কুমিল্লা বিজ্ঞ সিনিয়র জুডিসিয়াল ম্যাজিস্ট্রেট xyxy=(836,1243,1028,1255)
table-header-row xyxy=(772,975,1093,1015)
table-cell: মহিন উদ্দিন ওরফে মুরাদ হোসেন (৩৮), পিতা- আনোয়ার হোসেন, সাং- হরিপুর, ৩ নং ওয়ার্ড, থানা- নাঙ্গলকোট, জেলা- কুমিল্লা। xyxy=(448,1015,583,1094)
table-cell: ১। উজ্জ্বল কুমার সরকার পিতা- সতোষ চন্দ্র সরকার মাতা- রানী বালা সরকার সাং- রাজাপুর (L/P, সাং- আড্ডাইওরা (শরৎ নারায়ণ চন্দ্র দাস এর বাড়ী), থানা- কোতয়ালী মডেল, জেলা- কুমিল্লা। মোবাঃ ০১৭৪১-৬১২৭০০ ও ০১৮২২-৯৭৫০৮ xyxy=(90,1178,225,1282)
table-cell: মোঃ রাসেল, পিতা- আজিজ মিয়া, সাং- বাচাঁকদি, থানা- জেলগঞ্জ, হাল সাং- শাকতলা, থানা- সদর দক্ষিণ, জেলা- কুমিল্লা। xyxy=(800,1447,935,1514)
police-body: যশোরে দুই মোটরসাইকেলের মুখোমুখি সংঘর্ষে এক পুলিশ সদস্য নিহত হয়েছেন। শনিবার সকালে যশোর-ঝিনাইদহ সড়কের চুড়ামনকাঠি- ছাতিয়ানতলা এলাকায় এ দুর্ঘটনা ঘটে। নিহত পুলিশ কনস্টেবল ফজলুল হক খুলনা মহানগর পুলিশের (কেএমপি) অতিথা পুলিশ ফাঁড়িতে কর্মরত ছিলেন। তিনি ঝিনাইদহ জেলার শৈলকুপা থানার ক্ষুদ্র হরগ্রামের বাসিন্দা। প্রত্যক্ষদর্শীরা জানান, শনিবার সকালে ডিউটি শেষ করে মোটরসাইকেলে করে ঝিনাইদহের উদ্দেশে যাচ্ছিলেন। অপরদিকে, মামুন ও রিয়েল নামে দুজন মোটরসাইকেলে করে যশোরে আসছিলেন। তারা যশোর-ঝিনাইদহ সড়কের ছাতিয়ানতলা এলাকায় পৌঁছালে মুখোমুখি সংঘর্ষ হয়। এতে তারা আহত হন। খবর পেয়ে ফায়ার সার্ভিসের সদস্যরা আহত তিন জনকে উদ্ধার করে যশোর জেনারেল হাসপাতালে নিয়ে যান। সেখানে জরুরী বিভাগে কর্তব্যরত চিকিৎসক শাকিরুল ইসলাম পুলিশ সদস্য ফজলুল হককে মৃত ঘোষণা করেন। যশোর পুলিশের মুখপাত্র অতিরিক্ত পুলিশ সুপার (প্রশাসন) নূর-ই-আলম সিদ্দিকী দুর্ঘটনায় পুলিশ সদস্যের মৃত্যুর বিষয়টি নিশ্চিত করেছেন। xyxy=(760,244,910,676)
warrant-4-signature: মুহাম্মদ বেলাল সিনিয়র জুডিসিয়াল ম্যাজিস্ট্রেট ০৭নং আমলী আদালত, কুমিল্লা। xyxy=(913,1103,1041,1142)
warrant-5-heading: ফৌজদারী কার্যবিধির ৩৩৯ বি, ধারায় পলাতক আসামীর জন্য পত্রিকায় বিজ্ঞপ্তি xyxy=(786,1269,1078,1297)
narayanganj-illustration xyxy=(1112,790,1445,960)
legal-notice-thanks: ধন্যবাদান্তে xyxy=(62,682,107,695)
date-line: রবিবার- ২৫ মে ২০২৫ ইং xyxy=(48,70,298,98)
warrant-1-signature: মেহনাজ রহমান সিনিয়র জুডিসিয়াল ম্যাজিস্ট্রেট ১নং আমলী আদালত কুমিল্লা। xyxy=(101,1773,343,1799)
warrant-6-body: যেহেতু নিম্ন বর্ণিত আসামীর বিরুদ্ধে ফৌজদারী কার্যবিধি, ১৮৯৮এর ৮৭ ও ৮৮ ধারার কার্যক্রম গ্রহণ করা হয়েছে এবং বিশ্বাস করার সঙ্গত কারণ রয়েছে যে আসামী গ্রেফতার ও বিচারে সোপর্দ করণ এড়ানোর জন্য পলাতক রয়েছেন বা আত্মগোপন করে আছেন এবং তাকে গ্রেফতারের আর কোন সম্ভাবনা নেই, সেহেতু বর্ণিত আসামীকে অত্র বিজ্ঞপ্তি প্রকাশের পরবর্তী ১০ (দশ) দিনের মধ্যে ৪নং কলামে বর্ণিত আদালতে হাজির হবার জন্য নির্দেশ দেয়া যাচ্ছে। ব্যর্থতায় আসামীর অনুপস্থিতিতে বিচারকার্য অনুষ্ঠিত হবে। xyxy=(771,1867,1093,1969)
school-award-illustration xyxy=(1112,1355,1445,1595)
table-cell: ৬ xyxy=(62,1618,90,1759)
page-number: ৩ xyxy=(1428,59,1458,113)
table-cell: সি.আর- ২৭৭/২৩ইং (সদর দক্ষিণ) ধারা- ৩৪১/৩২৩/৩৭৯/ ৫০৬/১১৪। xyxy=(935,1447,1030,1514)
table-header-cell: ক্রমিক নং xyxy=(420,1865,448,1905)
table-cell: বিজ্ঞ সিনিয়র জুডিসিয়াল ম্যাজিস্ট্রেট ৬নং আদালত, কুমিল্লা। xyxy=(1030,1447,1093,1514)
warrant-2-signature: দিলরুবা আলম সিনিয়র জুডিসিয়াল ম্যাজিস্ট্রেট ৯নং আমলী আদালত, কুমিল্লা। xyxy=(564,1103,686,1142)
legal-notice-recipient-label: ----লিগ্যাল নোটিশ গ্রহীতা। xyxy=(268,210,382,223)
table-cell: মোঃ সোহেল, পিতা- আঃ হাদ্দুস মিয়া, গ্রাম- বেতৃকাহী, থানা- সখিপুর, জেলা- টাঙ্গাইল বর্তমান ঠিকানা- কলা বাগান, থানা- সখিপুর, জেলা- টাঙ্গাইল xyxy=(448,2021,583,2100)
warrant-6-gov: গণপ্রজাতন্ত্রী বাংলাদেশ সরকার xyxy=(874,1798,990,1809)
table-cell: সি.আর- ১৯৫/২৪ইং (মনোহরগঞ্জ) ধারা- ২০১৮ সালে যৌতুক নিরোধ আইনের ০৩ ধারা। পরবর্তী তারিখ- ১৬/০৬/২০২৫ইং xyxy=(935,1015,1025,1094)
